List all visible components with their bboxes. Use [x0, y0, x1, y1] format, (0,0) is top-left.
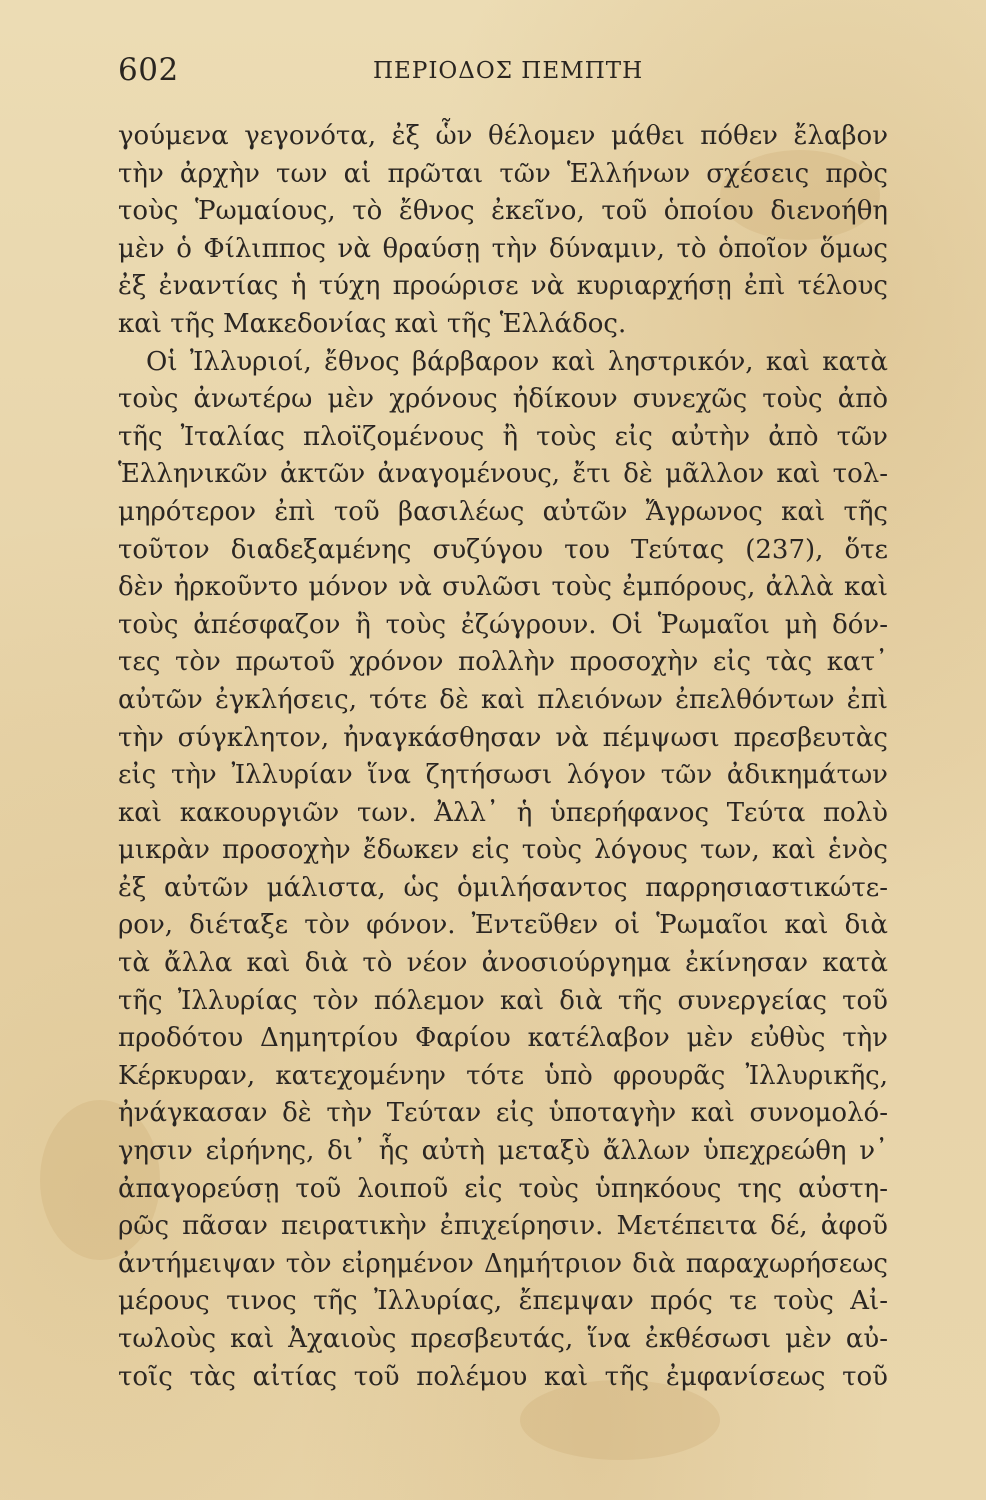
page-header	[118, 52, 888, 102]
text-line: μέρους τινος τῆς Ἰλλυρίας, ἔπεμψαν πρός τε τοὺς Αἰ-	[118, 1286, 888, 1317]
text-line: γησιν εἰρήνης, δι᾽ ἧς αὐτὴ μεταξὺ ἄλλων ὑπεχρεώθη ν᾽	[118, 1136, 888, 1167]
text-line: μηρότερον ἐπὶ τοῦ βασιλέως αὐτῶν Ἄγρωνος καὶ τῆς	[118, 496, 888, 527]
text-line: εἰς τὴν Ἰλλυρίαν ἵνα ζητήσωσι λόγον τῶν ἀδικημάτων	[118, 760, 888, 791]
text-line: αὐτῶν ἐγκλήσεις, τότε δὲ καὶ πλειόνων ἐπελθόντων ἐπὶ	[118, 684, 888, 715]
text-line: τὴν ἀρχὴν των αἱ πρῶται τῶν Ἑλλήνων σχέσεις πρὸς	[118, 158, 888, 189]
text-line: Κέρκυραν, κατεχομένην τότε ὑπὸ φρουρᾶς Ἰλλυρικῆς,	[118, 1060, 888, 1091]
text-line: τοῦτον διαδεξαμένης συζύγου του Τεύτας (237), ὅτε	[118, 534, 888, 565]
text-line: γούμενα γεγονότα, ἐξ ὧν θέλομεν μάθει πόθεν ἔλαβον	[118, 121, 888, 151]
text-line: ρον, διέταξε τὸν φόνον. Ἐντεῦθεν οἱ Ῥωμαῖοι καὶ διὰ	[118, 910, 888, 941]
text-line: τες τὸν πρωτοῦ χρόνον πολλὴν προσοχὴν εἰς τὰς κατ᾽	[118, 647, 888, 678]
text-line: τὴν σύγκλητον, ἠναγκάσθησαν νὰ πέμψωσι πρεσβευτὰς	[118, 722, 888, 753]
body-text	[118, 118, 888, 1396]
paragraph-start-line: Οἱ Ἰλλυριοί, ἔθνος βάρβαρον καὶ ληστρικόν, καὶ κατὰ	[146, 346, 888, 377]
text-line: τοὺς ἀπέσφαζον ἢ τοὺς ἐζώγρουν. Οἱ Ῥωμαῖοι μὴ δόν-	[118, 609, 888, 640]
text-line: τῆς Ἰταλίας πλοϊζομένους ἢ τοὺς εἰς αὐτὴν ἀπὸ τῶν	[118, 421, 888, 452]
text-line: ἀντήμειψαν τὸν εἰρημένον Δημήτριον διὰ παραχωρήσεως	[118, 1248, 888, 1279]
running-head: ΠΕΡΙΟΔΟΣ ΠΕΜΠΤΗ	[373, 58, 644, 84]
text-line: καὶ κακουργιῶν των. Ἀλλ᾽ ἡ ὑπερήφανος Τεύτα πολὺ	[118, 797, 888, 828]
text-line: τὰ ἄλλα καὶ διὰ τὸ νέον ἀνοσιούργημα ἐκίνησαν κατὰ	[118, 948, 888, 979]
text-line: τῆς Ἰλλυρίας τὸν πόλεμον καὶ διὰ τῆς συνεργείας τοῦ	[118, 985, 888, 1016]
text-line: τοὺς Ῥωμαίους, τὸ ἔθνος ἐκεῖνο, τοῦ ὁποίου διενοήθη	[118, 196, 888, 227]
text-line: ἀπαγορεύσῃ τοῦ λοιποῦ εἰς τοὺς ὑπηκόους της αὐστη-	[118, 1173, 888, 1204]
text-line: ἠνάγκασαν δὲ τὴν Τεύταν εἰς ὑποταγὴν καὶ συνομολό-	[118, 1098, 888, 1129]
text-line: προδότου Δημητρίου Φαρίου κατέλαβον μὲν εὐθὺς τὴν	[118, 1023, 888, 1054]
page-number: 602	[118, 52, 179, 88]
text-line: τωλοὺς καὶ Ἀχαιοὺς πρεσβευτάς, ἵνα ἐκθέσωσι μὲν αὐ-	[118, 1324, 888, 1354]
text-line: τοῖς τὰς αἰτίας τοῦ πολέμου καὶ τῆς ἐμφανίσεως τοῦ	[118, 1361, 888, 1392]
text-line: μὲν ὁ Φίλιππος νὰ θραύσῃ τὴν δύναμιν, τὸ ὁποῖον ὅμως	[118, 233, 888, 264]
text-line: ἐξ ἐναντίας ἡ τύχη προώρισε νὰ κυριαρχήσῃ ἐπὶ τέλους	[118, 271, 888, 302]
text-line: ρῶς πᾶσαν πειρατικὴν ἐπιχείρησιν. Μετέπειτα δέ, ἀφοῦ	[118, 1211, 888, 1242]
text-line: καὶ τῆς Μακεδονίας καὶ τῆς Ἑλλάδος.	[118, 308, 627, 339]
text-line: Ἑλληνικῶν ἀκτῶν ἀναγομένους, ἔτι δὲ μᾶλλον καὶ τολ-	[118, 459, 888, 490]
text-line: μικρὰν προσοχὴν ἔδωκεν εἰς τοὺς λόγους των, καὶ ἑνὸς	[118, 835, 888, 866]
text-line: τοὺς ἀνωτέρω μὲν χρόνους ἠδίκουν συνεχῶς τοὺς ἀπὸ	[118, 384, 888, 415]
text-line: ἐξ αὐτῶν μάλιστα, ὡς ὁμιλήσαντος παρρησιαστικώτε-	[118, 872, 888, 903]
text-line: δὲν ἠρκοῦντο μόνον νὰ συλῶσι τοὺς ἐμπόρους, ἀλλὰ καὶ	[118, 572, 888, 603]
